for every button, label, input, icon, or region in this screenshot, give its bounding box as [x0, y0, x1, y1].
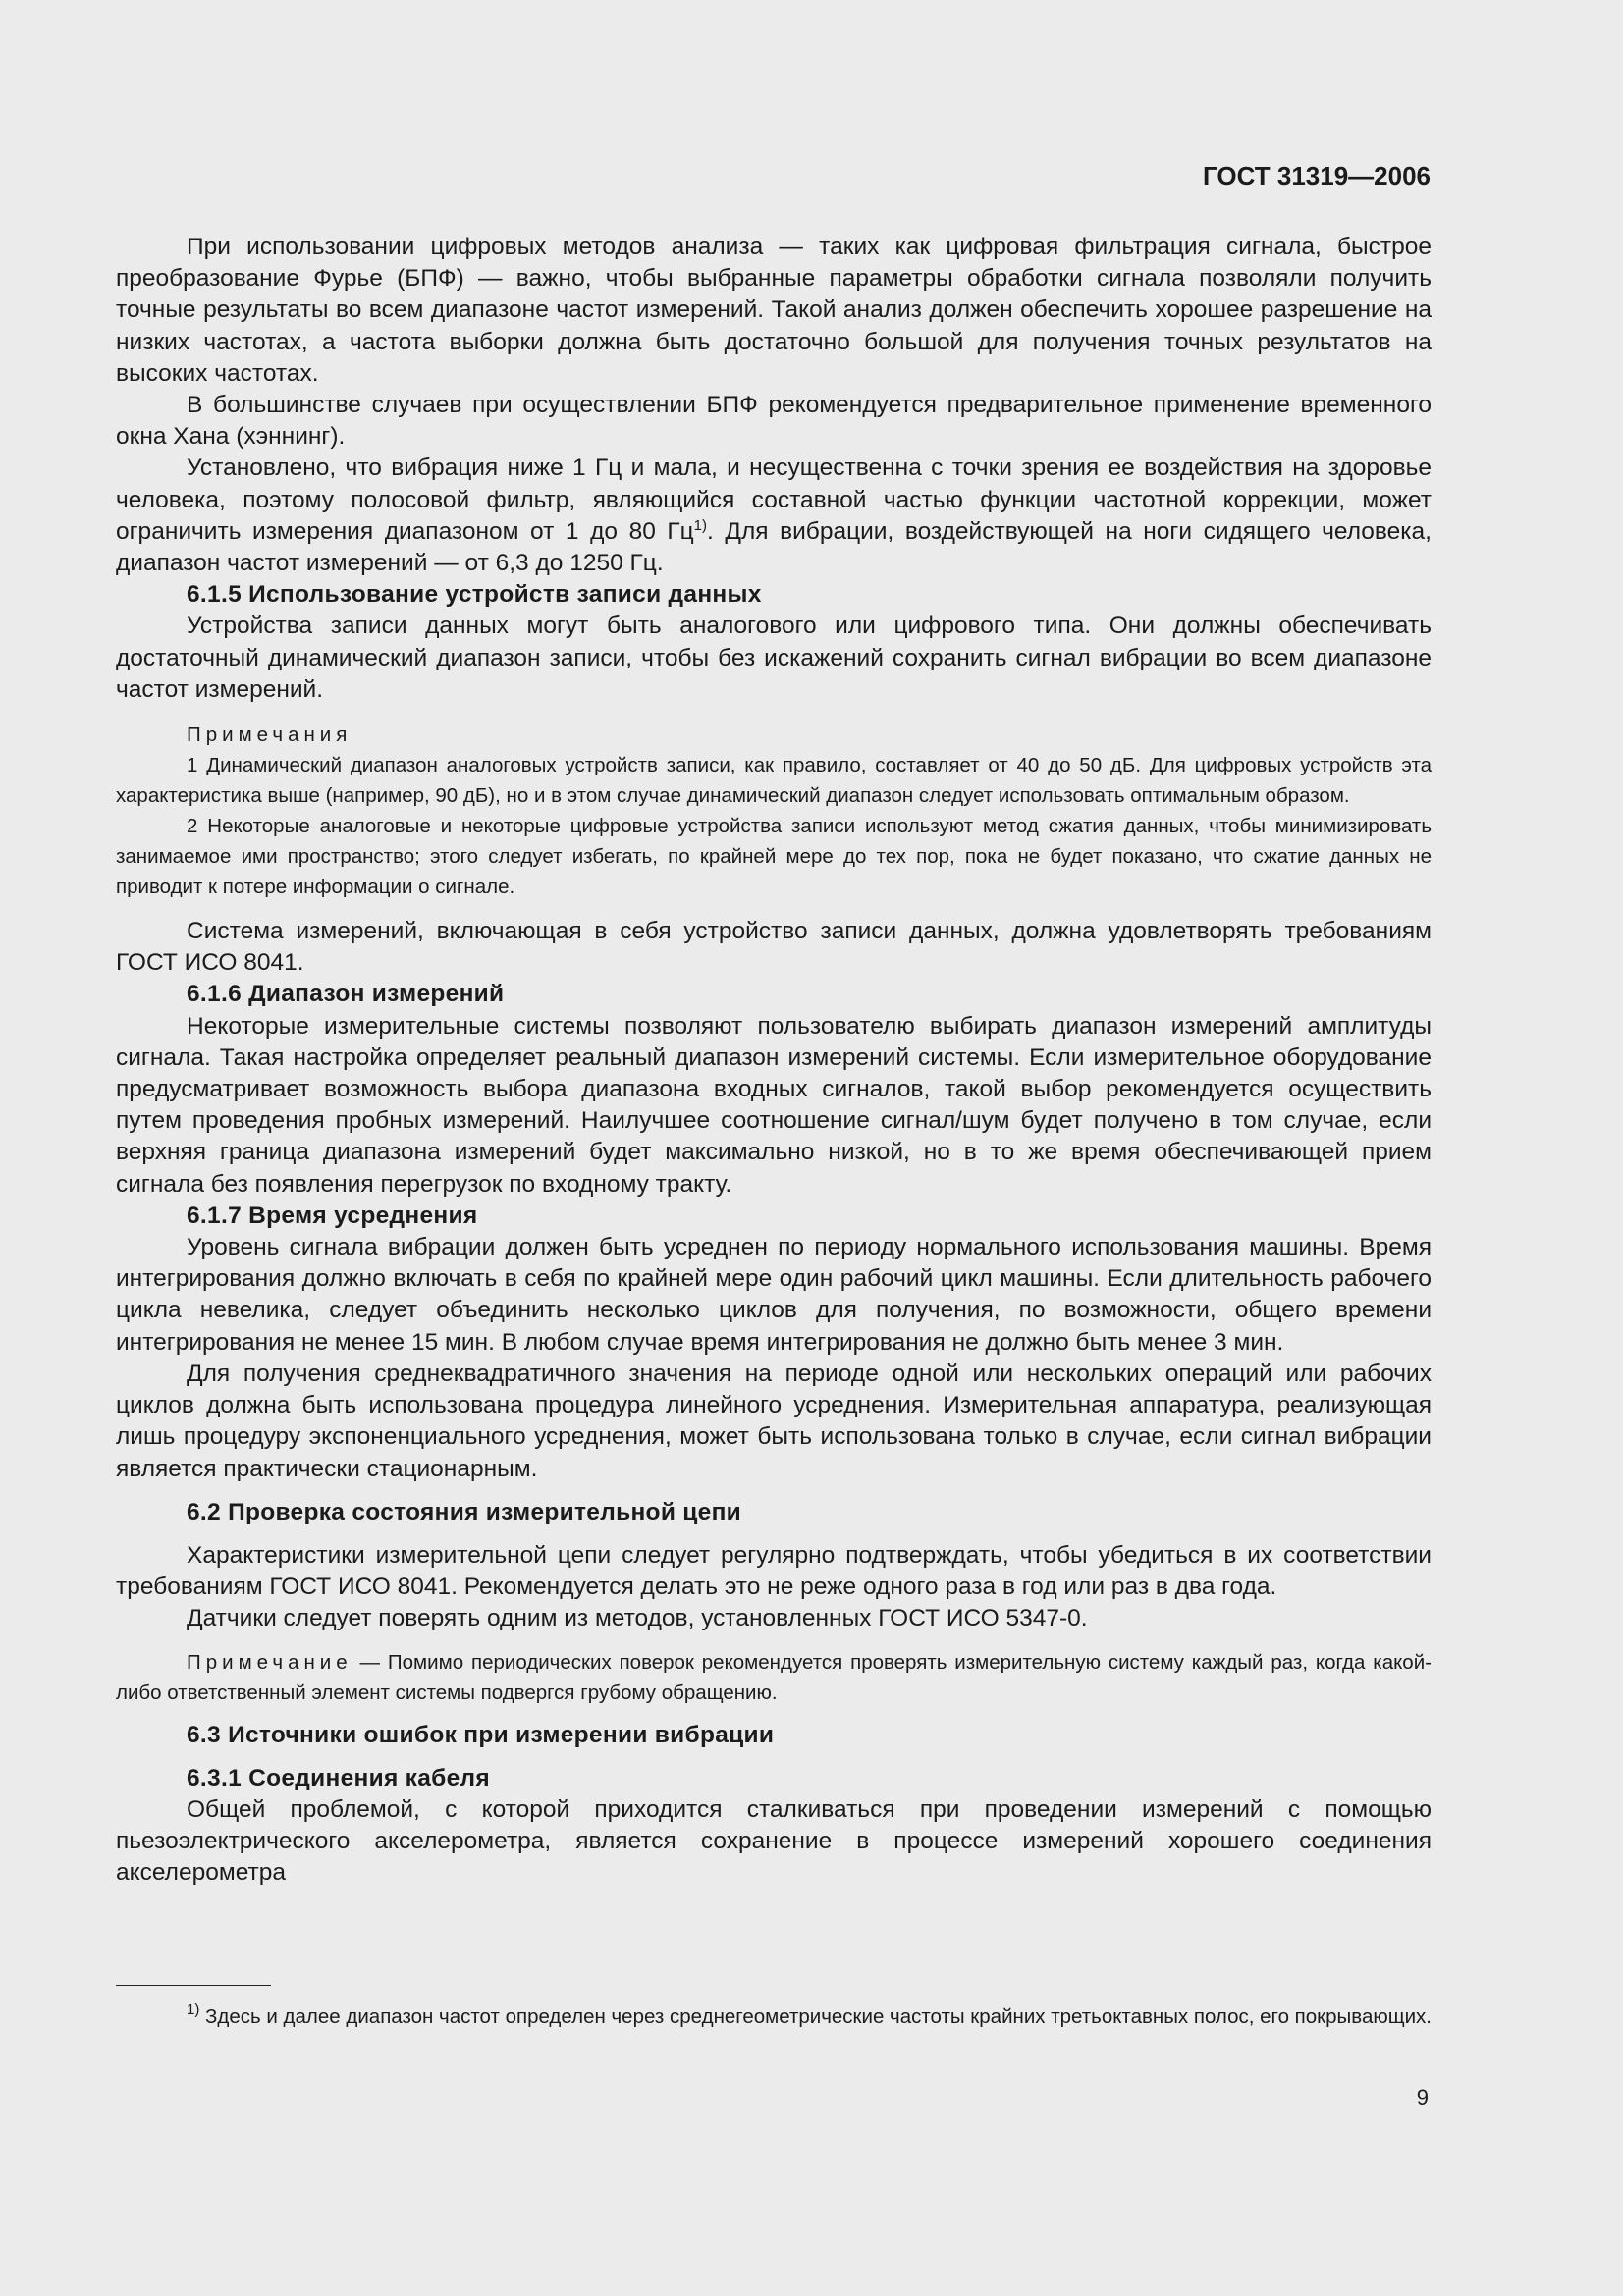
- notes-block: [116, 720, 1432, 902]
- section-heading-6-3-1: 6.3.1 Соединения кабеля: [187, 1764, 490, 1791]
- paragraph: Характеристики измерительной цепи следует регулярно подтверждать, чтобы убедиться в их соответствии требованиям ГОСТ ИСО 8041. Рекомендуется делать это не реже одного раза в год или раз в два года.: [116, 1541, 1432, 1601]
- footnote-divider: [116, 1985, 271, 1986]
- section-heading-6-1-6: 6.1.6 Диапазон измерений: [187, 981, 505, 1008]
- footnote-ref: 1): [693, 516, 708, 534]
- footnote: [116, 2002, 1432, 2032]
- footnote-mark: 1): [187, 2002, 200, 2018]
- page-number: 9: [1416, 2085, 1429, 2109]
- section-heading-6-1-7: 6.1.7 Время усреднения: [187, 1201, 478, 1229]
- paragraph: Установлено, что вибрация ниже 1 Гц и мала, и несущественна с точки зрения ее воздействия на здоровье человека, поэтому полосовой фильтр, являющийся составной частью функции частотной коррекции, может ограничить измерения диапазоном от 1 до 80 $Гц^{1)}$. Для вибрации, воздействующей на ноги сидящего человека, диапазон частот измерений — от 6,3 до 1250 Гц.: [116, 454, 1432, 577]
- section-heading-6-1-5: 6.1.5 Использование устройств записи данных: [187, 581, 762, 609]
- note-label: Примечание: [187, 1650, 352, 1674]
- paragraph: В большинстве случаев при осуществлении БПФ рекомендуется предварительное применение временного окна Хана (хэннинг).: [116, 392, 1432, 451]
- notes-title: Примечания: [187, 723, 352, 747]
- document-header: ГОСТ 31319—2006: [1203, 161, 1431, 190]
- page-body: [116, 232, 1432, 1890]
- section-heading-6-2: 6.2 Проверка состояния измерительной цепи: [187, 1498, 742, 1525]
- note-item: Примечание — Помимо периодических поверок рекомендуется проверять измерительную систему каждый раз, когда какой-либо ответственный элемент системы подвергся грубому обращению.: [116, 1650, 1432, 1704]
- paragraph: Некоторые измерительные системы позволяют пользователю выбирать диапазон измерений амплитуды сигнала. Такая настройка определяет реальный диапазон измерений системы. Если измерительное оборудование предусматривает возможность выбора диапазона входных сигналов, такой выбор рекомендуется осуществить путем проведения пробных измерений. Наилучшее соотношение сигнал/шум будет получено в том случае, если верхняя граница диапазона измерений будет максимально низкой, но в то же время обеспечивающей прием сигнала без появления перегрузок по входному тракту.: [116, 1012, 1432, 1198]
- note-item: 2 Некоторые аналоговые и некоторые цифровые устройства записи используют метод сжатия данных, чтобы минимизировать занимаемое ими пространство; этого следует избегать, по крайней мере до тех пор, пока не будет показано, что сжатие данных не приводит к потере информации о сигнале.: [116, 815, 1432, 899]
- note-block: [116, 1647, 1432, 1708]
- paragraph: Датчики следует поверять одним из методов, установленных ГОСТ ИСО 5347-0.: [187, 1605, 1088, 1632]
- paragraph: Общей проблемой, с которой приходится сталкиваться при проведении измерений с помощью пьезоэлектрического акселерометра, является сохранение в процессе измерений хорошего соединения акселерометра: [116, 1795, 1432, 1887]
- paragraph: При использовании цифровых методов анализа — таких как цифровая фильтрация сигнала, быстрое преобразование Фурье (БПФ) — важно, чтобы выбранные параметры обработки сигнала позволяли получить точные результаты во всем диапазоне частот измерений. Такой анализ должен обеспечить хорошее разрешение на низких частотах, а частота выборки должна быть достаточно большой для получения точных результатов на высоких частотах.: [116, 234, 1432, 387]
- note-item: 1 Динамический диапазон аналоговых устройств записи, как правило, составляет от 40 до 50 дБ. Для цифровых устройств эта характеристика выше (например, 90 дБ), но и в этом случае динамический диапазон следует использовать оптимальным образом.: [116, 754, 1432, 808]
- section-heading-6-3: 6.3 Источники ошибок при измерении вибрации: [187, 1721, 775, 1748]
- footnote-text: Здесь и далее диапазон частот определен через среднегеометрические частоты крайних третьоктавных полос, его покрывающих.: [199, 2005, 1432, 2028]
- paragraph: Уровень сигнала вибрации должен быть усреднен по периоду нормального использования машины. Время интегрирования должно включать в себя по крайней мере один рабочий цикл машины. Если длительность рабочего цикла невелика, следует объединить несколько циклов для получения, по возможности, общего времени интегрирования не менее 15 мин. В любом случае время интегрирования не должно быть менее 3 мин.: [116, 1234, 1432, 1356]
- paragraph: Устройства записи данных могут быть аналогового или цифрового типа. Они должны обеспечивать достаточный динамический диапазон записи, чтобы без искажений сохранить сигнал вибрации во всем диапазоне частот измерений.: [116, 613, 1432, 703]
- paragraph: Для получения среднеквадратичного значения на периоде одной или нескольких операций или рабочих циклов должна быть использована процедура линейного усреднения. Измерительная аппаратура, реализующая лишь процедуру экспоненциального усреднения, может быть использована только в случае, если сигнал вибрации является практически стационарным.: [116, 1360, 1432, 1482]
- paragraph: Система измерений, включающая в себя устройство записи данных, должна удовлетворять требованиям ГОСТ ИСО 8041.: [116, 918, 1432, 977]
